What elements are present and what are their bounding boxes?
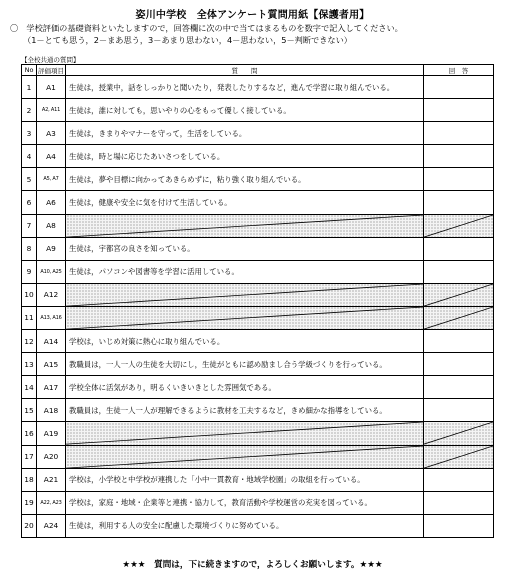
question-text: 生徒は，時と場に応じたあいさつをしている。 <box>66 145 424 168</box>
table-row <box>22 99 494 122</box>
row-number: 20 <box>22 514 37 537</box>
evaluation-code: A1 <box>37 76 66 99</box>
row-number: 12 <box>22 330 37 353</box>
row-number: 4 <box>22 145 37 168</box>
evaluation-code: A21 <box>37 468 66 491</box>
row-number: 11 <box>22 306 37 329</box>
answer-cell[interactable] <box>424 376 494 399</box>
table-row <box>22 376 494 399</box>
table-row <box>22 330 494 353</box>
question-text: 学校は，いじめ対策に熱心に取り組んでいる。 <box>66 330 424 353</box>
table-row <box>22 76 494 99</box>
question-text: 生徒は，夢や目標に向かってあきらめずに，粘り強く取り組んでいる。 <box>66 168 424 191</box>
answer-cell[interactable] <box>424 399 494 422</box>
evaluation-code: A5, A7 <box>37 168 66 191</box>
row-number: 17 <box>22 445 37 468</box>
answer-cell[interactable] <box>424 260 494 283</box>
table-row <box>22 145 494 168</box>
row-number: 9 <box>22 260 37 283</box>
table-row <box>22 445 494 468</box>
question-text: 教職員は，生徒一人一人が理解できるように教材を工夫するなど，きめ細かな指導をしている。 <box>66 399 424 422</box>
table-row <box>22 468 494 491</box>
answer-cell[interactable] <box>424 468 494 491</box>
instructions <box>10 22 500 46</box>
evaluation-code: A4 <box>37 145 66 168</box>
answer-cell[interactable] <box>424 145 494 168</box>
evaluation-code: A14 <box>37 330 66 353</box>
question-text: 教職員は，一人一人の生徒を大切にし，生徒がともに認め励まし合う学級づくりを行っている。 <box>66 353 424 376</box>
strike-line <box>66 215 423 237</box>
evaluation-code: A2, A11 <box>37 99 66 122</box>
row-number: 10 <box>22 283 37 306</box>
header-code: 評価項目 <box>38 66 64 75</box>
strike-line <box>66 422 423 444</box>
header-question: 質 問 <box>66 65 424 76</box>
table-row <box>22 306 494 329</box>
evaluation-code: A10, A25 <box>37 260 66 283</box>
question-text: 生徒は，健康や安全に気を付けて生活している。 <box>66 191 424 214</box>
answer-cell[interactable] <box>424 514 494 537</box>
strike-line <box>66 446 423 468</box>
row-number: 14 <box>22 376 37 399</box>
answer-cell[interactable] <box>424 491 494 514</box>
strike-line <box>66 307 423 329</box>
table-row <box>22 491 494 514</box>
strike-line <box>66 284 423 306</box>
evaluation-code: A9 <box>37 237 66 260</box>
page-title: 姿川中学校 全体アンケート質問用紙【保護者用】 <box>135 10 370 21</box>
evaluation-code: A6 <box>37 191 66 214</box>
table-row <box>22 422 494 445</box>
answer-cell[interactable] <box>424 330 494 353</box>
evaluation-code: A15 <box>37 353 66 376</box>
header-no: No <box>22 65 37 76</box>
table-row <box>22 260 494 283</box>
instructions-line-1: 〇 学校評価の基礎資料といたしますので，回答欄に次の中で当てはまるものを数字で記入してください。 <box>10 23 403 33</box>
row-number: 19 <box>22 491 37 514</box>
evaluation-code: A24 <box>37 514 66 537</box>
strike-line <box>424 422 493 444</box>
answer-cell[interactable] <box>424 168 494 191</box>
table-row <box>22 168 494 191</box>
question-text: 生徒は，授業中，話をしっかりと聞いたり，発表したりするなど，進んで学習に取り組んでいる。 <box>66 76 424 99</box>
row-number: 18 <box>22 468 37 491</box>
strike-line <box>424 446 493 468</box>
section-label: 【全校共通の質問】 <box>21 56 80 64</box>
answer-cell[interactable] <box>424 237 494 260</box>
evaluation-code: A8 <box>37 214 66 237</box>
table-header-row <box>22 65 494 76</box>
row-number: 2 <box>22 99 37 122</box>
evaluation-code: A13, A16 <box>37 306 66 329</box>
question-text: 学校全体に活気があり，明るくいきいきとした雰囲気である。 <box>66 376 424 399</box>
question-cell-excluded <box>66 422 424 445</box>
question-text: 生徒は，誰に対しても，思いやりの心をもって優しく接している。 <box>66 99 424 122</box>
question-text: 生徒は，宇都宮の良さを知っている。 <box>66 237 424 260</box>
answer-cell-excluded <box>424 214 494 237</box>
evaluation-code: A19 <box>37 422 66 445</box>
table-row <box>22 399 494 422</box>
answer-cell-excluded <box>424 283 494 306</box>
evaluation-code: A22, A23 <box>37 491 66 514</box>
row-number: 7 <box>22 214 37 237</box>
question-text: 生徒は，きまりやマナーを守って，生活をしている。 <box>66 122 424 145</box>
answer-cell[interactable] <box>424 191 494 214</box>
question-text: 生徒は，パソコンや図書等を学習に活用している。 <box>66 260 424 283</box>
answer-cell[interactable] <box>424 99 494 122</box>
row-number: 16 <box>22 422 37 445</box>
question-cell-excluded <box>66 214 424 237</box>
answer-cell-excluded <box>424 445 494 468</box>
answer-cell[interactable] <box>424 353 494 376</box>
table-row <box>22 283 494 306</box>
row-number: 6 <box>22 191 37 214</box>
answer-cell-excluded <box>424 306 494 329</box>
question-text: 生徒は，利用する人の安全に配慮した環境づくりに努めている。 <box>66 514 424 537</box>
answer-cell-excluded <box>424 422 494 445</box>
answer-cell[interactable] <box>424 76 494 99</box>
question-cell-excluded <box>66 445 424 468</box>
table-row <box>22 214 494 237</box>
answer-cell[interactable] <box>424 122 494 145</box>
row-number: 13 <box>22 353 37 376</box>
row-number: 8 <box>22 237 37 260</box>
evaluation-code: A18 <box>37 399 66 422</box>
evaluation-code: A3 <box>37 122 66 145</box>
row-number: 15 <box>22 399 37 422</box>
footer-note: ★★★ 質問は，下に続きますので，よろしくお願いします。★★★ <box>122 560 383 570</box>
header-answer: 回 答 <box>424 65 494 76</box>
strike-line <box>424 307 493 329</box>
row-number: 5 <box>22 168 37 191</box>
instructions-line-2: （1－とても思う，2－まあ思う，3－あまり思わない，4－思わない，5－判断できない） <box>23 35 352 45</box>
table-row <box>22 237 494 260</box>
survey-table <box>21 64 494 538</box>
question-cell-excluded <box>66 306 424 329</box>
evaluation-code: A17 <box>37 376 66 399</box>
evaluation-code: A20 <box>37 445 66 468</box>
question-text: 学校は，家庭・地域・企業等と連携・協力して，教育活動や学校運営の充実を図っている。 <box>66 491 424 514</box>
table-row <box>22 122 494 145</box>
table-row <box>22 353 494 376</box>
strike-line <box>424 284 493 306</box>
strike-line <box>424 215 493 237</box>
row-number: 1 <box>22 76 37 99</box>
question-text: 学校は，小学校と中学校が連携した「小中一貫教育・地域学校園」の取組を行っている。 <box>66 468 424 491</box>
row-number: 3 <box>22 122 37 145</box>
evaluation-code: A12 <box>37 283 66 306</box>
table-row <box>22 514 494 537</box>
table-row <box>22 191 494 214</box>
question-cell-excluded <box>66 283 424 306</box>
